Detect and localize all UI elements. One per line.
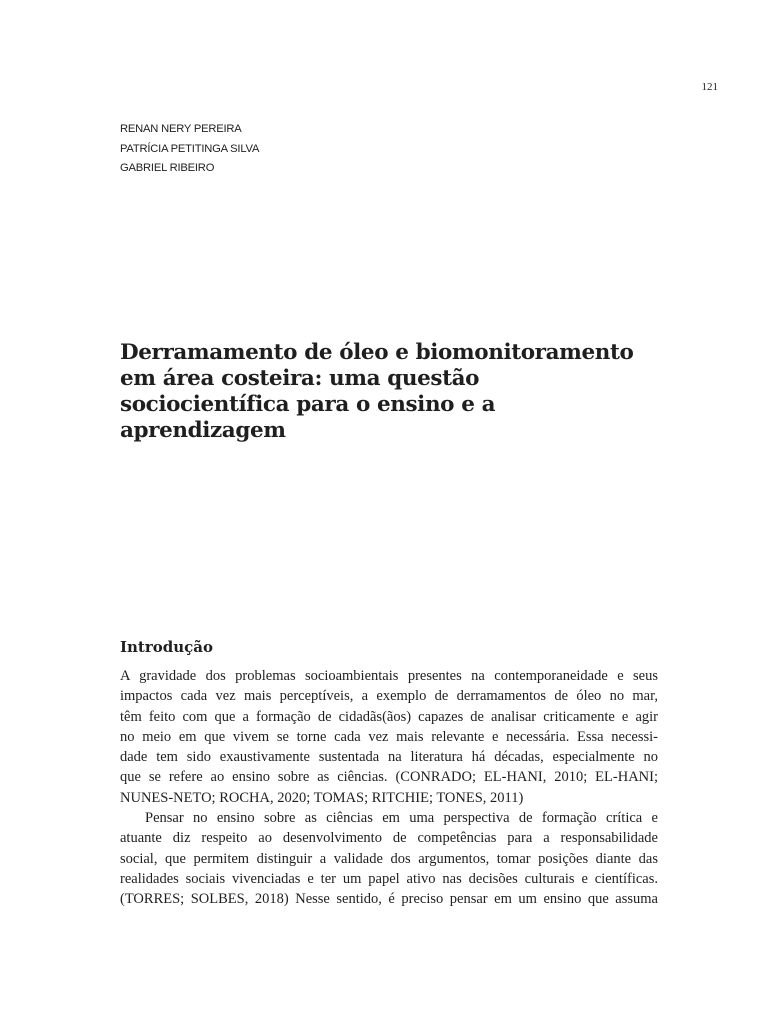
paragraph-line: que se refere ao ensino sobre as ciências. (CONRADO; EL-HANI, 2010; EL-HANI; xyxy=(120,769,658,786)
author-name: PATRÍCIA PETITINGA SILVA xyxy=(120,142,260,155)
author-name: RENAN NERY PEREIRA xyxy=(120,123,242,135)
paragraph-line: dade tem sido exaustivamente sustentada na literatura há décadas, especialmente no xyxy=(120,749,658,766)
paragraph-line: no meio em que vivem se torne cada vez mais relevante e necessária. Essa necessi- xyxy=(120,728,658,745)
chapter-title-line: Derramamento de óleo e biomonitoramento xyxy=(120,340,634,365)
chapter-title-line: sociocientífica para o ensino e a xyxy=(120,392,496,417)
chapter-title-line: aprendizagem xyxy=(120,418,286,443)
chapter-title xyxy=(120,340,680,444)
paragraph-line: têm feito com que a formação de cidadãs(ãos) capazes de analisar criticamente e agir xyxy=(120,708,658,725)
author-name: GABRIEL RIBEIRO xyxy=(120,162,215,174)
paragraph-line: impactos cada vez mais perceptíveis, a exemplo de derramamentos de óleo no mar, xyxy=(120,688,658,705)
section-heading: Introdução xyxy=(120,638,214,656)
paragraph-line: social, que permitem distinguir a validade dos argumentos, tomar posições diante das xyxy=(120,850,658,867)
paragraph-line: atuante diz respeito ao desenvolvimento de competências para a responsabilidade xyxy=(120,830,658,847)
page-number: 121 xyxy=(701,81,718,93)
paragraph-line: A gravidade dos problemas socioambientais presentes na contemporaneidade e seus xyxy=(120,668,658,684)
paragraph-line: Pensar no ensino sobre as ciências em uma perspectiva de formação crítica e xyxy=(145,810,658,827)
paragraph-line: (TORRES; SOLBES, 2018) Nesse sentido, é preciso pensar em um ensino que assuma xyxy=(120,891,658,908)
author-list xyxy=(120,120,520,179)
chapter-title-line: em área costeira: uma questão xyxy=(120,366,480,391)
paragraph-line: NUNES-NETO; ROCHA, 2020; TOMAS; RITCHIE; TONES, 2011) xyxy=(120,789,524,806)
paragraph-line: realidades sociais vivenciadas e ter um papel ativo nas decisões culturais e científicas. xyxy=(120,870,658,887)
body-text xyxy=(120,666,658,910)
